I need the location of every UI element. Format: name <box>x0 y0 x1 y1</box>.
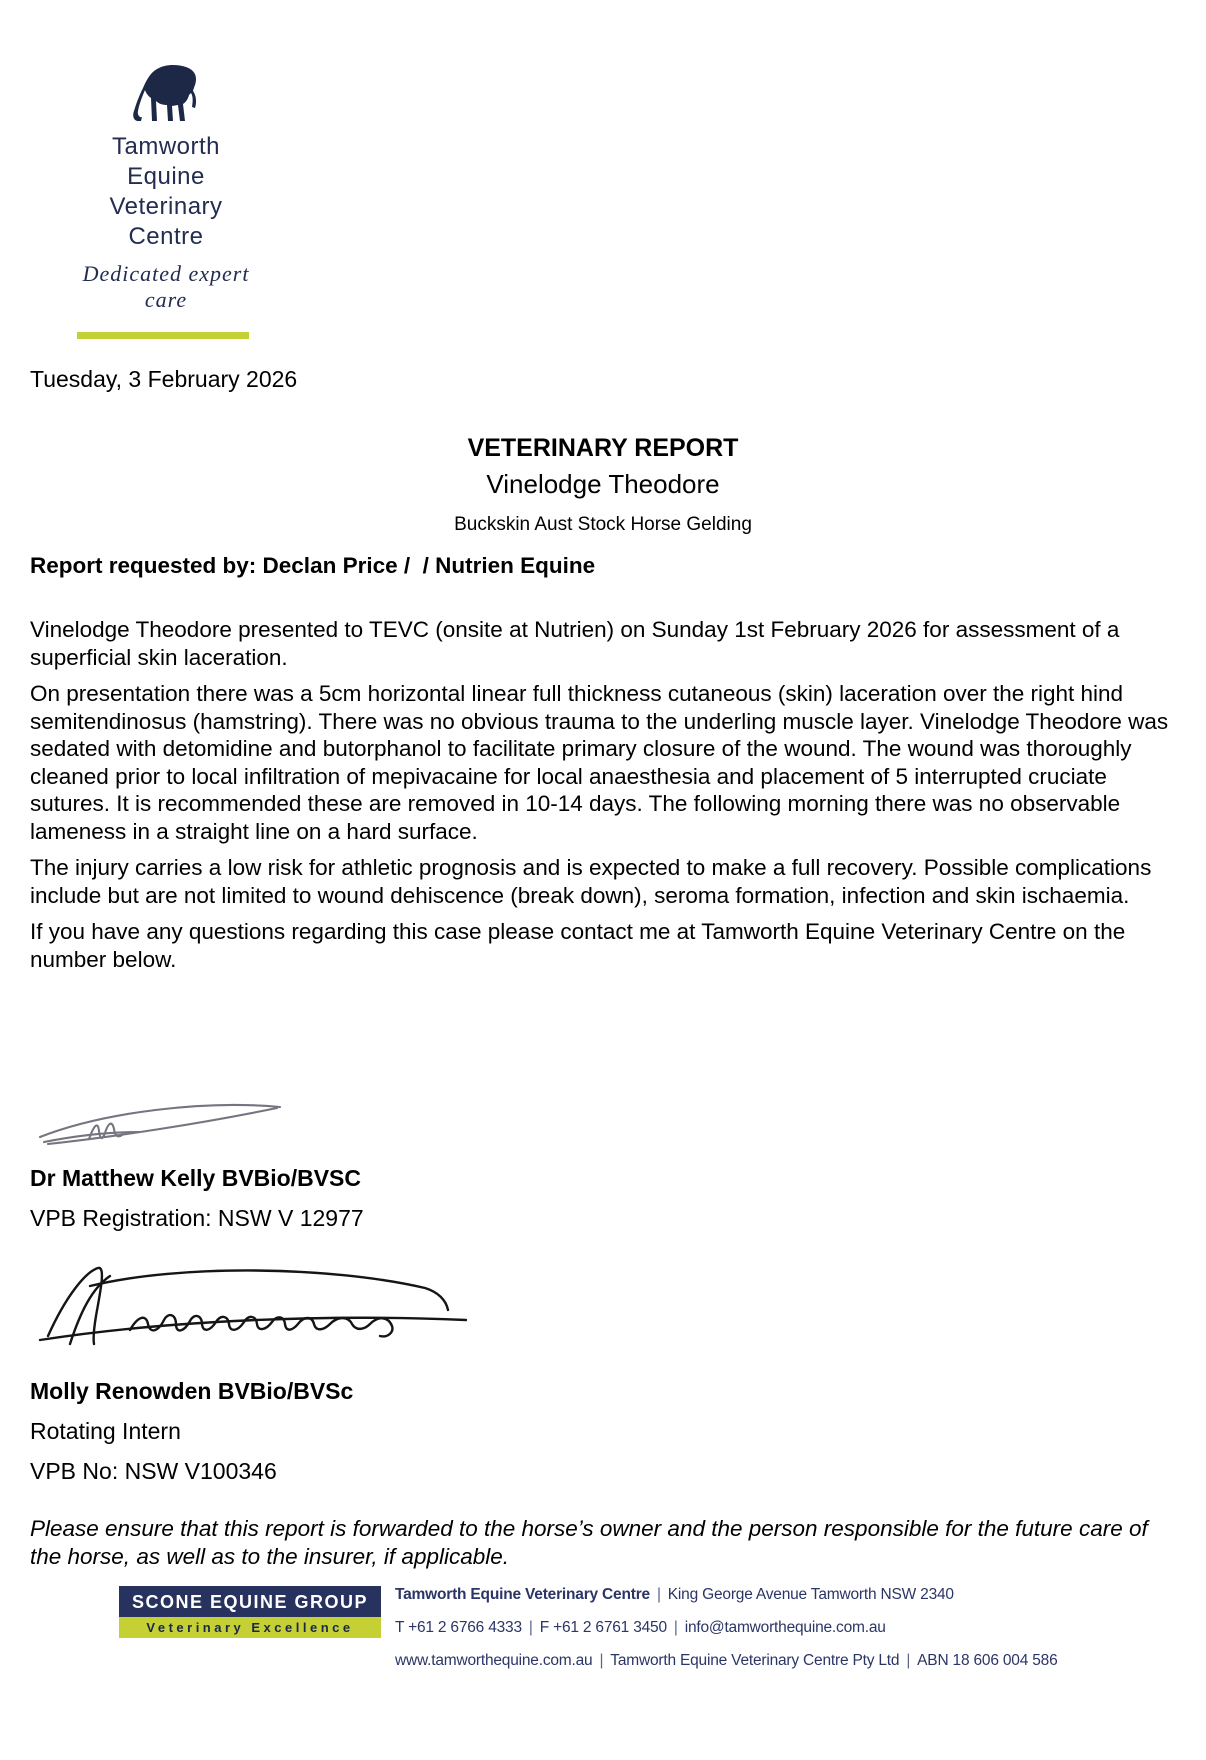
footer-separator: | <box>656 1586 661 1603</box>
footer-separator: | <box>599 1652 604 1669</box>
brand-accent-bar <box>77 332 249 339</box>
footer-separator: | <box>673 1619 678 1636</box>
report-paragraph: If you have any questions regarding this case please contact me at Tamworth Equine Veterinary Centre on the number below. <box>30 919 1126 972</box>
footer-address: King George Avenue Tamworth NSW 2340 <box>667 1586 954 1603</box>
footer-separator: | <box>528 1619 533 1636</box>
footer-phone: T +61 2 6766 4333 <box>395 1619 522 1636</box>
grazing-horse-icon <box>125 60 207 124</box>
footer-org-name: Tamworth Equine Veterinary Centre <box>395 1586 650 1603</box>
clinic-tagline: Dedicated expert care <box>82 261 250 312</box>
report-paragraph: On presentation there was a 5cm horizontal linear full thickness cutaneous (skin) laceration over the right hind semitendinosus (hamstring). There was no obvious trauma to the underling muscle layer. Vinelodge Theodore was sedated with detomidine and butorphanol to facilitate primary closure of the wound. The wound was thoroughly cleaned prior to local infiltration of mepivacaine for local anaesthesia and placement of 5 interrupted cruciate sutures. It is recommended these are removed in 10-14 days. The following morning there was no observable lameness in a straight line on a hard surface. <box>30 681 1169 844</box>
footer-separator: | <box>906 1652 911 1669</box>
signer-name: Molly Renowden BVBio/BVSc <box>30 1378 354 1404</box>
scone-equine-group-logo <box>119 1586 381 1638</box>
clinic-name-line: Centre <box>128 223 204 250</box>
clinic-name-line: Equine Veterinary <box>109 163 223 220</box>
horse-description: Buckskin Aust Stock Horse Gelding <box>454 514 752 535</box>
report-date: Tuesday, 3 February 2026 <box>30 366 298 392</box>
footer-fax: F +61 2 6761 3450 <box>539 1619 667 1636</box>
footer-email: info@tamworthequine.com.au <box>684 1619 886 1636</box>
report-paragraph: Vinelodge Theodore presented to TEVC (onsite at Nutrien) on Sunday 1st February 2026 for assessment of a superficial skin laceration. <box>30 617 1120 670</box>
closing-note: Please ensure that this report is forwarded to the horse’s owner and the person responsible for the future care of the horse, as well as to the insurer, if applicable. <box>30 1516 1148 1569</box>
footer-company: Tamworth Equine Veterinary Centre Pty Ltd <box>610 1652 900 1669</box>
signer-name: Dr Matthew Kelly BVBio/BVSC <box>30 1165 361 1191</box>
signer-registration: VPB No: NSW V100346 <box>30 1458 277 1484</box>
signer-role: Rotating Intern <box>30 1418 181 1444</box>
molly-renowden-signature <box>30 1258 480 1362</box>
horse-name: Vinelodge Theodore <box>486 469 720 499</box>
footer-contact-line <box>395 1644 1058 1677</box>
footer-abn: ABN 18 606 004 586 <box>917 1652 1058 1669</box>
signer-registration: VPB Registration: NSW V 12977 <box>30 1205 364 1231</box>
footer-contact-line <box>395 1578 1058 1611</box>
footer-brand-name: SCONE EQUINE GROUP <box>119 1586 381 1617</box>
footer-brand-tagline: Veterinary Excellence <box>119 1617 381 1638</box>
report-paragraph: The injury carries a low risk for athletic prognosis and is expected to make a full recovery. Possible complications include but are not limited to wound dehiscence (break down), seroma formation, infection and skin ischaemia. <box>30 855 1152 908</box>
matthew-kelly-signature <box>34 1091 292 1149</box>
report-requested-by: Report requested by: Declan Price / / Nutrien Equine <box>30 553 596 578</box>
clinic-logo <box>70 60 262 339</box>
footer-website: www.tamworthequine.com.au <box>395 1652 593 1669</box>
footer-contact-line <box>395 1611 1058 1644</box>
report-title: VETERINARY REPORT <box>467 434 739 462</box>
clinic-name-line: Tamworth <box>111 133 221 160</box>
footer-contact-block <box>395 1578 1058 1677</box>
